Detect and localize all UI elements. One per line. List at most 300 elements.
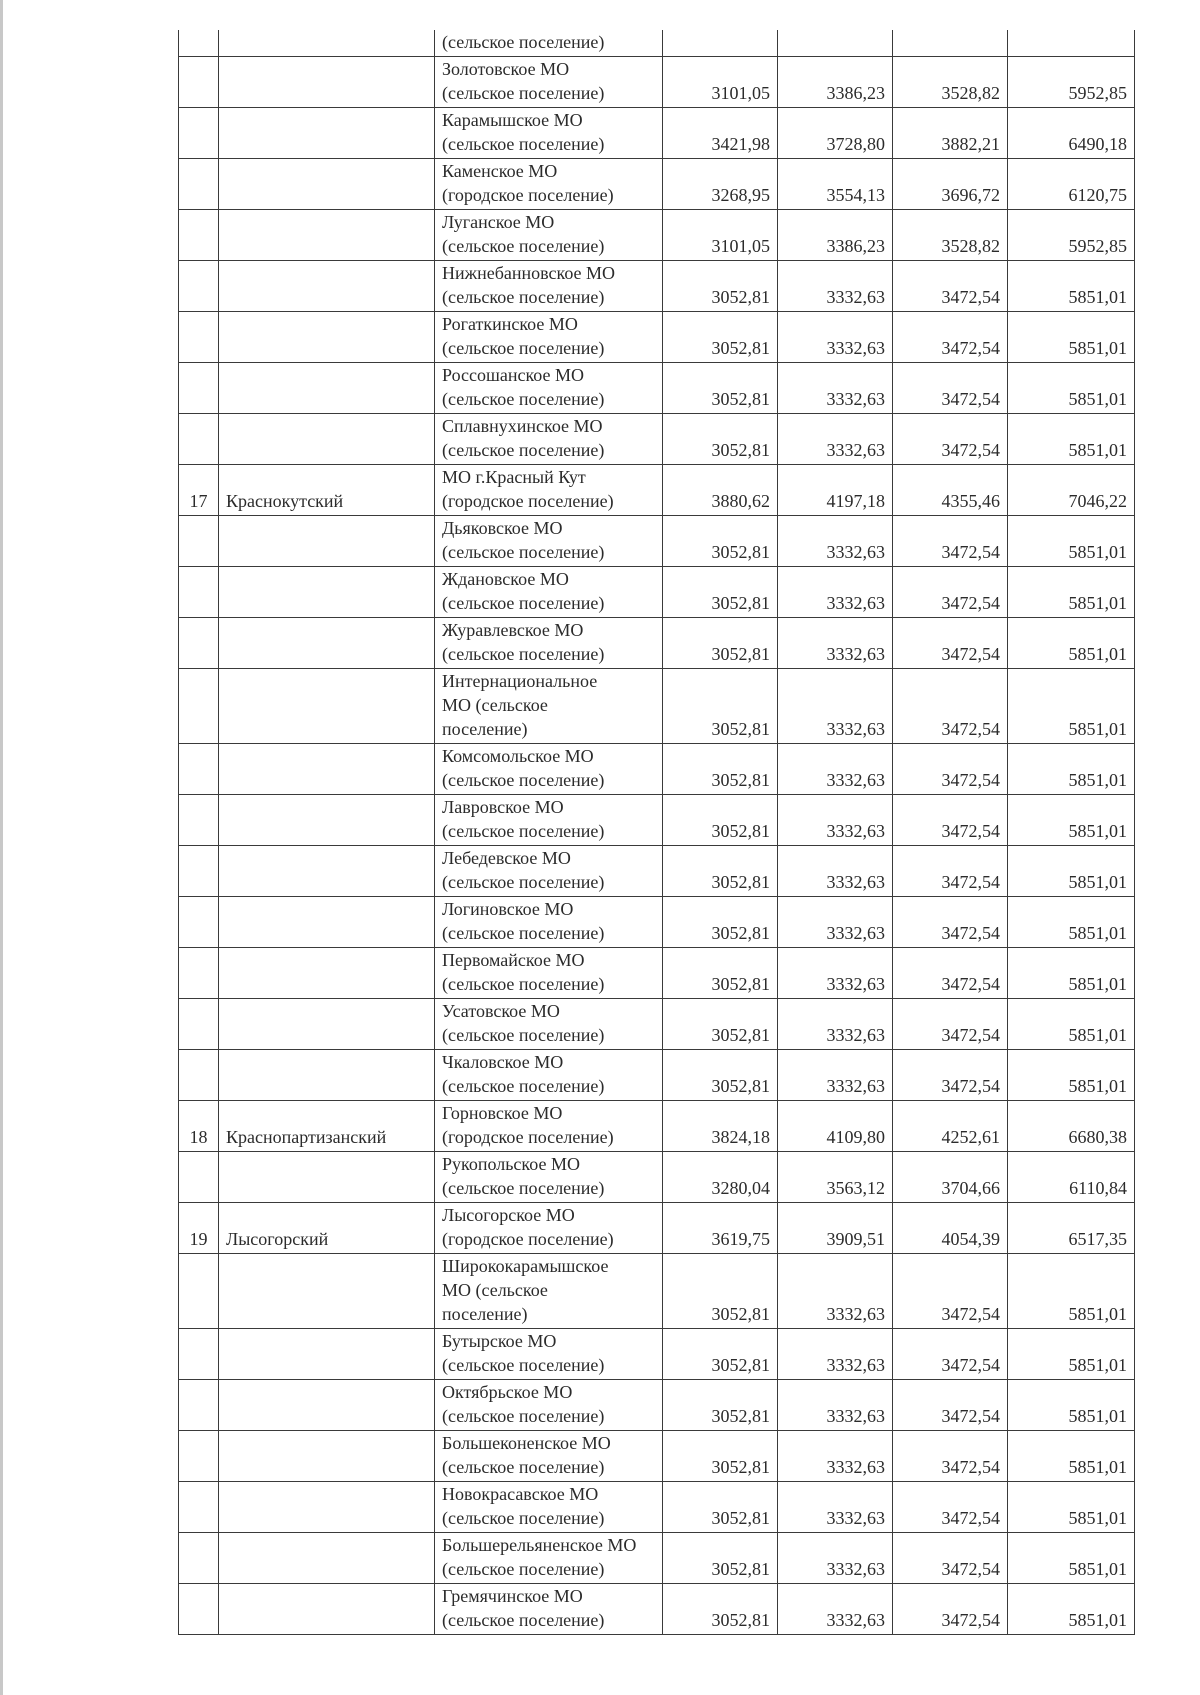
- value-cell: 3052,81: [663, 261, 778, 312]
- municipality-name-line: Лавровское МО: [442, 797, 564, 817]
- municipality-cell: [435, 1203, 663, 1254]
- value-cell: 3472,54: [893, 516, 1008, 567]
- municipality-cell: [435, 846, 663, 897]
- municipality-name-line: (сельское поселение): [442, 1406, 605, 1426]
- table-row: [179, 210, 1135, 261]
- row-number-cell: 18: [179, 1101, 219, 1152]
- value-cell: 6110,84: [1008, 1152, 1135, 1203]
- value-cell: 3332,63: [778, 999, 893, 1050]
- value-cell: 5851,01: [1008, 1254, 1135, 1329]
- row-number-cell: [179, 312, 219, 363]
- row-number-cell: [179, 999, 219, 1050]
- district-cell: [219, 108, 435, 159]
- district-cell: Лысогорский: [219, 1203, 435, 1254]
- row-number-cell: [179, 363, 219, 414]
- municipality-name-line: Интернациональное: [442, 671, 598, 691]
- municipality-name-line: (городское поселение): [442, 185, 614, 205]
- value-cell: 6490,18: [1008, 108, 1135, 159]
- value-cell: 3386,23: [778, 210, 893, 261]
- municipality-name-line: Россошанское МО: [442, 365, 585, 385]
- district-cell: [219, 210, 435, 261]
- value-cell: 3052,81: [663, 948, 778, 999]
- municipality-name-line: (городское поселение): [442, 1229, 614, 1249]
- municipality-cell: [435, 1050, 663, 1101]
- municipality-cell: [435, 1431, 663, 1482]
- municipality-name-line: Сплавнухинское МО: [442, 416, 603, 436]
- table-row: [179, 618, 1135, 669]
- value-cell: 3052,81: [663, 669, 778, 744]
- scan-edge: [0, 0, 3, 1695]
- row-number-cell: [179, 1431, 219, 1482]
- value-cell: 3472,54: [893, 846, 1008, 897]
- municipality-name-line: (сельское поселение): [442, 236, 605, 256]
- value-cell: 3472,54: [893, 363, 1008, 414]
- value-cell: 3052,81: [663, 1431, 778, 1482]
- table-row: [179, 1584, 1135, 1635]
- value-cell: 3472,54: [893, 897, 1008, 948]
- value-cell: [778, 30, 893, 57]
- tariff-table: [178, 30, 1135, 1635]
- value-cell: 3472,54: [893, 669, 1008, 744]
- municipality-name-line: (сельское поселение): [442, 1508, 605, 1528]
- table-row: [179, 1203, 1135, 1254]
- value-cell: 5851,01: [1008, 948, 1135, 999]
- district-cell: [219, 999, 435, 1050]
- value-cell: 3052,81: [663, 618, 778, 669]
- municipality-name-line: Рогаткинское МО: [442, 314, 578, 334]
- row-number-cell: [179, 669, 219, 744]
- municipality-cell: [435, 1482, 663, 1533]
- value-cell: 3332,63: [778, 261, 893, 312]
- value-cell: 3563,12: [778, 1152, 893, 1203]
- municipality-name-line: Большеконенское МО: [442, 1433, 611, 1453]
- district-cell: [219, 795, 435, 846]
- value-cell: 3052,81: [663, 795, 778, 846]
- municipality-name-line: (сельское поселение): [442, 1457, 605, 1477]
- value-cell: 3052,81: [663, 1254, 778, 1329]
- municipality-name-line: (сельское поселение): [442, 389, 605, 409]
- municipality-cell: [435, 210, 663, 261]
- municipality-name-line: (сельское поселение): [442, 440, 605, 460]
- table-row: [179, 363, 1135, 414]
- value-cell: 5851,01: [1008, 261, 1135, 312]
- table-row-continued: [179, 30, 1135, 57]
- municipality-cell: [435, 57, 663, 108]
- value-cell: 3052,81: [663, 999, 778, 1050]
- municipality-cell: [435, 618, 663, 669]
- municipality-name-line: поселение): [442, 719, 528, 739]
- table-row: [179, 312, 1135, 363]
- value-cell: 3268,95: [663, 159, 778, 210]
- municipality-name-line: (сельское поселение): [442, 1559, 605, 1579]
- value-cell: 3554,13: [778, 159, 893, 210]
- value-cell: 3332,63: [778, 363, 893, 414]
- value-cell: 5851,01: [1008, 363, 1135, 414]
- row-number-cell: [179, 516, 219, 567]
- municipality-name-line: (сельское поселение): [442, 872, 605, 892]
- district-cell: [219, 846, 435, 897]
- table-row: [179, 744, 1135, 795]
- municipality-cell: [435, 1380, 663, 1431]
- value-cell: 6120,75: [1008, 159, 1135, 210]
- municipality-cell: [435, 948, 663, 999]
- value-cell: 3472,54: [893, 567, 1008, 618]
- row-number-cell: [179, 897, 219, 948]
- value-cell: 5851,01: [1008, 1584, 1135, 1635]
- municipality-name-line: (сельское поселение): [442, 974, 605, 994]
- value-cell: 3052,81: [663, 567, 778, 618]
- municipality-name-line: (сельское поселение): [442, 1610, 605, 1630]
- value-cell: 3528,82: [893, 57, 1008, 108]
- value-cell: 3421,98: [663, 108, 778, 159]
- table-row: [179, 57, 1135, 108]
- value-cell: 3332,63: [778, 1482, 893, 1533]
- municipality-name-line: (сельское поселение): [442, 1025, 605, 1045]
- value-cell: 4109,80: [778, 1101, 893, 1152]
- row-number-cell: [179, 1482, 219, 1533]
- municipality-name-line: Гремячинское МО: [442, 1586, 583, 1606]
- row-number-cell: [179, 210, 219, 261]
- municipality-name-line: поселение): [442, 1304, 528, 1324]
- district-cell: [219, 1482, 435, 1533]
- value-cell: 3696,72: [893, 159, 1008, 210]
- value-cell: 3472,54: [893, 1329, 1008, 1380]
- value-cell: 3332,63: [778, 1050, 893, 1101]
- value-cell: 3528,82: [893, 210, 1008, 261]
- value-cell: 3472,54: [893, 1482, 1008, 1533]
- value-cell: 3332,63: [778, 1431, 893, 1482]
- row-number-cell: [179, 1380, 219, 1431]
- row-number-cell: [179, 1533, 219, 1584]
- value-cell: 5851,01: [1008, 846, 1135, 897]
- value-cell: 3332,63: [778, 1254, 893, 1329]
- row-number-cell: [179, 567, 219, 618]
- municipality-name-line: (сельское поселение): [442, 287, 605, 307]
- municipality-name-line: (сельское поселение): [442, 83, 605, 103]
- municipality-name-line: Луганское МО: [442, 212, 555, 232]
- table-row: [179, 948, 1135, 999]
- table-row: [179, 261, 1135, 312]
- municipality-name-line: Чкаловское МО: [442, 1052, 564, 1072]
- value-cell: 3332,63: [778, 1533, 893, 1584]
- value-cell: 3332,63: [778, 567, 893, 618]
- value-cell: 3101,05: [663, 210, 778, 261]
- value-cell: 3472,54: [893, 1431, 1008, 1482]
- value-cell: 3880,62: [663, 465, 778, 516]
- municipality-name-line: (сельское поселение): [442, 770, 605, 790]
- district-cell: [219, 30, 435, 57]
- value-cell: 3472,54: [893, 1254, 1008, 1329]
- district-cell: [219, 567, 435, 618]
- value-cell: 3619,75: [663, 1203, 778, 1254]
- municipality-cell: [435, 897, 663, 948]
- value-cell: 3472,54: [893, 795, 1008, 846]
- municipality-cell: [435, 567, 663, 618]
- municipality-name-line: Лебедевское МО: [442, 848, 571, 868]
- value-cell: 4054,39: [893, 1203, 1008, 1254]
- municipality-name-line: Бутырское МО: [442, 1331, 557, 1351]
- value-cell: 4197,18: [778, 465, 893, 516]
- table-row: [179, 1101, 1135, 1152]
- table-row: [179, 846, 1135, 897]
- value-cell: 3332,63: [778, 846, 893, 897]
- row-number-cell: [179, 414, 219, 465]
- municipality-name-line: Новокрасавское МО: [442, 1484, 599, 1504]
- table-row: [179, 159, 1135, 210]
- row-number-cell: [179, 795, 219, 846]
- value-cell: 3052,81: [663, 897, 778, 948]
- municipality-name-line: Каменское МО: [442, 161, 558, 181]
- municipality-cell: [435, 1533, 663, 1584]
- municipality-name-line: МО г.Красный Кут: [442, 467, 586, 487]
- table-row: [179, 516, 1135, 567]
- value-cell: [1008, 30, 1135, 57]
- district-cell: [219, 516, 435, 567]
- value-cell: 4252,61: [893, 1101, 1008, 1152]
- municipality-name-line: (сельское поселение): [442, 338, 605, 358]
- municipality-cell: [435, 744, 663, 795]
- table-row: [179, 1254, 1135, 1329]
- value-cell: 6680,38: [1008, 1101, 1135, 1152]
- district-cell: [219, 57, 435, 108]
- municipality-cell: [435, 363, 663, 414]
- municipality-cell: [435, 669, 663, 744]
- municipality-name-line: Ширококарамышское: [442, 1256, 609, 1276]
- table-row: [179, 1482, 1135, 1533]
- municipality-cell: [435, 1329, 663, 1380]
- value-cell: 3332,63: [778, 1380, 893, 1431]
- value-cell: 3472,54: [893, 1380, 1008, 1431]
- table-row: [179, 465, 1135, 516]
- municipality-name-line: МО (сельское: [442, 1280, 548, 1300]
- table-row: [179, 1050, 1135, 1101]
- value-cell: 5851,01: [1008, 744, 1135, 795]
- district-cell: [219, 1329, 435, 1380]
- municipality-name-line: (сельское поселение): [442, 1178, 605, 1198]
- value-cell: 6517,35: [1008, 1203, 1135, 1254]
- municipality-name-line: Логиновское МО: [442, 899, 574, 919]
- value-cell: 3332,63: [778, 744, 893, 795]
- value-cell: 3472,54: [893, 414, 1008, 465]
- district-cell: [219, 897, 435, 948]
- value-cell: 3332,63: [778, 948, 893, 999]
- value-cell: [663, 30, 778, 57]
- row-number-cell: [179, 261, 219, 312]
- value-cell: 5851,01: [1008, 1431, 1135, 1482]
- municipality-name-line: Лысогорское МО: [442, 1205, 575, 1225]
- value-cell: 5851,01: [1008, 1329, 1135, 1380]
- value-cell: 3052,81: [663, 1329, 778, 1380]
- row-number-cell: [179, 948, 219, 999]
- value-cell: 3472,54: [893, 618, 1008, 669]
- value-cell: 5851,01: [1008, 516, 1135, 567]
- municipality-name-line: Октябрьское МО: [442, 1382, 573, 1402]
- value-cell: 3472,54: [893, 1584, 1008, 1635]
- municipality-name-line: (городское поселение): [442, 1127, 614, 1147]
- row-number-cell: [179, 1050, 219, 1101]
- value-cell: 3472,54: [893, 312, 1008, 363]
- municipality-cell: [435, 414, 663, 465]
- municipality-name-line: (сельское поселение): [442, 1076, 605, 1096]
- district-cell: [219, 1050, 435, 1101]
- value-cell: 5851,01: [1008, 1482, 1135, 1533]
- municipality-name-line: (сельское поселение): [442, 1355, 605, 1375]
- row-number-cell: 17: [179, 465, 219, 516]
- value-cell: 5851,01: [1008, 618, 1135, 669]
- value-cell: 3052,81: [663, 1584, 778, 1635]
- row-number-cell: 19: [179, 1203, 219, 1254]
- value-cell: 3052,81: [663, 846, 778, 897]
- value-cell: 3332,63: [778, 1329, 893, 1380]
- municipality-name-line: Карамышское МО: [442, 110, 583, 130]
- value-cell: 3472,54: [893, 261, 1008, 312]
- row-number-cell: [179, 159, 219, 210]
- table-row: [179, 1152, 1135, 1203]
- district-cell: Краснопартизанский: [219, 1101, 435, 1152]
- value-cell: 5851,01: [1008, 312, 1135, 363]
- municipality-name-line: (сельское поселение): [442, 134, 605, 154]
- municipality-cell: [435, 1101, 663, 1152]
- row-number-cell: [179, 108, 219, 159]
- value-cell: 3052,81: [663, 1050, 778, 1101]
- value-cell: 3101,05: [663, 57, 778, 108]
- municipality-name-line: Золотовское МО: [442, 59, 570, 79]
- value-cell: 7046,22: [1008, 465, 1135, 516]
- value-cell: 3332,63: [778, 1584, 893, 1635]
- table-body: [179, 30, 1135, 1635]
- table-row: [179, 1380, 1135, 1431]
- value-cell: 5851,01: [1008, 567, 1135, 618]
- municipality-cell: [435, 999, 663, 1050]
- district-cell: [219, 669, 435, 744]
- district-cell: [219, 1431, 435, 1482]
- table-row: [179, 669, 1135, 744]
- value-cell: 5851,01: [1008, 414, 1135, 465]
- table-row: [179, 567, 1135, 618]
- row-number-cell: [179, 1584, 219, 1635]
- row-number-cell: [179, 30, 219, 57]
- value-cell: 3472,54: [893, 999, 1008, 1050]
- district-cell: [219, 363, 435, 414]
- value-cell: 3386,23: [778, 57, 893, 108]
- value-cell: 5851,01: [1008, 795, 1135, 846]
- value-cell: 3052,81: [663, 414, 778, 465]
- value-cell: 3280,04: [663, 1152, 778, 1203]
- table-row: [179, 999, 1135, 1050]
- municipality-name-line: (сельское поселение): [442, 644, 605, 664]
- municipality-name-line: (сельское поселение): [442, 593, 605, 613]
- table-row: [179, 108, 1135, 159]
- table-row: [179, 1533, 1135, 1584]
- value-cell: 3332,63: [778, 669, 893, 744]
- municipality-name-line: Усатовское МО: [442, 1001, 560, 1021]
- value-cell: 3332,63: [778, 312, 893, 363]
- value-cell: 3332,63: [778, 414, 893, 465]
- value-cell: 3824,18: [663, 1101, 778, 1152]
- district-cell: [219, 744, 435, 795]
- value-cell: 3052,81: [663, 744, 778, 795]
- value-cell: 3052,81: [663, 1482, 778, 1533]
- municipality-name-line: Первомайское МО: [442, 950, 585, 970]
- value-cell: 3332,63: [778, 897, 893, 948]
- value-cell: 3052,81: [663, 363, 778, 414]
- district-cell: [219, 1380, 435, 1431]
- table-row: [179, 897, 1135, 948]
- municipality-name-line: Горновское МО: [442, 1103, 563, 1123]
- value-cell: 3472,54: [893, 1533, 1008, 1584]
- district-cell: [219, 1533, 435, 1584]
- value-cell: 3472,54: [893, 1050, 1008, 1101]
- municipality-name-line: (сельское поселение): [442, 923, 605, 943]
- value-cell: 5851,01: [1008, 999, 1135, 1050]
- district-cell: [219, 159, 435, 210]
- row-number-cell: [179, 846, 219, 897]
- table-row: [179, 1431, 1135, 1482]
- value-cell: 3052,81: [663, 1380, 778, 1431]
- district-cell: [219, 948, 435, 999]
- value-cell: 5851,01: [1008, 1533, 1135, 1584]
- value-cell: 3704,66: [893, 1152, 1008, 1203]
- municipality-name-line: Нижнебанновское МО: [442, 263, 616, 283]
- value-cell: 5952,85: [1008, 210, 1135, 261]
- municipality-cell: [435, 1584, 663, 1635]
- district-cell: [219, 618, 435, 669]
- municipality-cell: [435, 312, 663, 363]
- municipality-cell: [435, 1152, 663, 1203]
- municipality-cell: [435, 795, 663, 846]
- value-cell: 3052,81: [663, 516, 778, 567]
- municipality-cell: [435, 516, 663, 567]
- value-cell: 3332,63: [778, 516, 893, 567]
- value-cell: [893, 30, 1008, 57]
- table-row: [179, 1329, 1135, 1380]
- municipality-name-line: Рукопольское МО: [442, 1154, 580, 1174]
- value-cell: 4355,46: [893, 465, 1008, 516]
- municipality-cell: [435, 261, 663, 312]
- row-number-cell: [179, 57, 219, 108]
- municipality-name-line: Дьяковское МО: [442, 518, 563, 538]
- municipality-name-line: (сельское поселение): [442, 821, 605, 841]
- municipality-cell: [435, 465, 663, 516]
- municipality-name-line: (городское поселение): [442, 491, 614, 511]
- value-cell: 3052,81: [663, 312, 778, 363]
- value-cell: 3332,63: [778, 795, 893, 846]
- row-number-cell: [179, 1329, 219, 1380]
- value-cell: 3728,80: [778, 108, 893, 159]
- district-cell: [219, 1254, 435, 1329]
- municipality-cell: [435, 108, 663, 159]
- municipality-cell: [435, 159, 663, 210]
- municipality-cell: [435, 1254, 663, 1329]
- municipality-name-line: Большерельяненское МО: [442, 1535, 637, 1555]
- table-row: [179, 795, 1135, 846]
- municipality-cell: (сельское поселение): [435, 30, 663, 57]
- district-cell: [219, 1152, 435, 1203]
- row-number-cell: [179, 1254, 219, 1329]
- value-cell: 5851,01: [1008, 897, 1135, 948]
- table-row: [179, 414, 1135, 465]
- value-cell: 3882,21: [893, 108, 1008, 159]
- value-cell: 3052,81: [663, 1533, 778, 1584]
- value-cell: 3332,63: [778, 618, 893, 669]
- value-cell: 5851,01: [1008, 1380, 1135, 1431]
- row-number-cell: [179, 618, 219, 669]
- municipality-name-line: Комсомольское МО: [442, 746, 594, 766]
- municipality-name-line: Ждановское МО: [442, 569, 569, 589]
- value-cell: 3472,54: [893, 948, 1008, 999]
- district-cell: [219, 312, 435, 363]
- district-cell: Краснокутский: [219, 465, 435, 516]
